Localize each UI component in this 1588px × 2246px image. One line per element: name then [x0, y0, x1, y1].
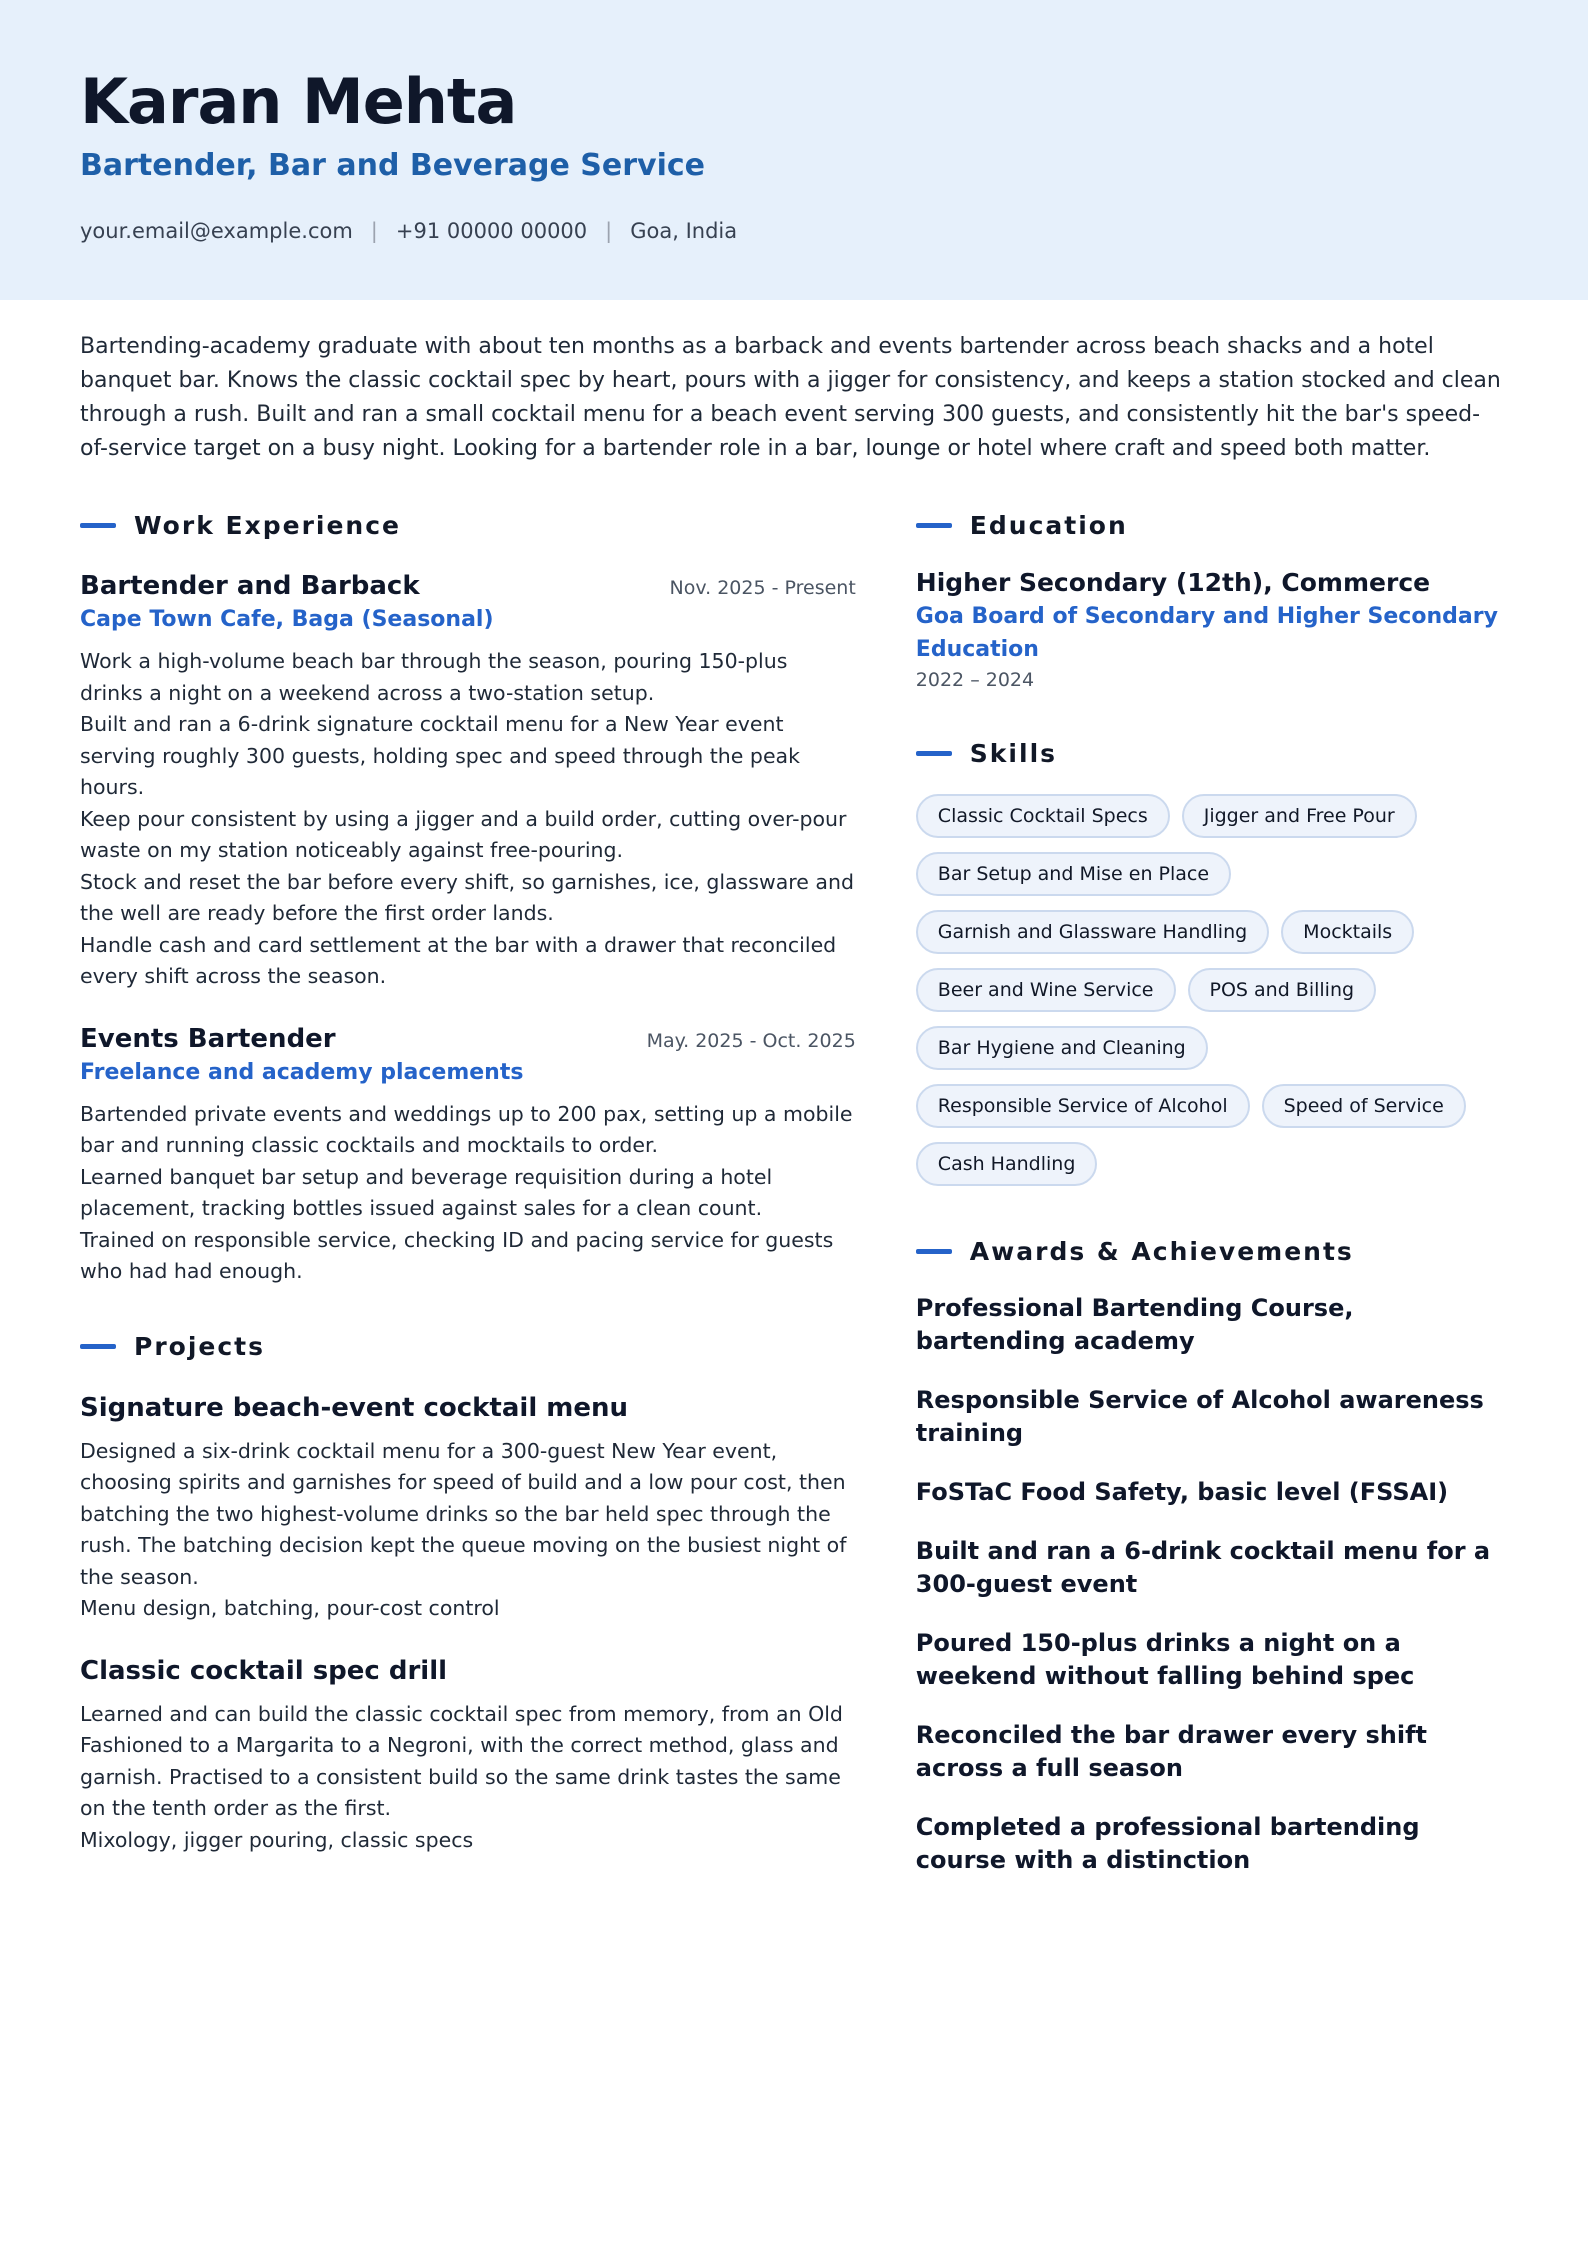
skills-list [916, 794, 1508, 1186]
job-bullet: Keep pour consistent by using a jigger and a build order, cutting over-pour waste on my station noticeably against free-pouring. [80, 806, 847, 862]
contact-line [80, 216, 1508, 246]
project-title: Signature beach-event cocktail menu [80, 1392, 629, 1423]
project-tags: Menu design, batching, pour-cost control [80, 1596, 500, 1620]
job-entry [80, 1021, 856, 1288]
job-bullet: Stock and reset the bar before every shift, so garnishes, ice, glassware and the well are ready before the first order lands. [80, 869, 854, 925]
section-title-text: Projects [134, 1332, 266, 1361]
project-entry [80, 1390, 856, 1625]
job-bullet: Trained on responsible service, checking ID and pacing service for guests who had had enough. [80, 1227, 834, 1283]
section-accent-bar [916, 523, 952, 528]
project-description [80, 1436, 856, 1625]
skill-chip: Classic Cocktail Specs [916, 794, 1170, 838]
skill-chip: Beer and Wine Service [916, 968, 1176, 1012]
award-item: Poured 150-plus drinks a night on a weekend without falling behind spec [915, 1629, 1415, 1690]
award-item: Reconciled the bar drawer every shift across a full season [915, 1721, 1428, 1782]
section-title-text: Skills [969, 738, 1058, 768]
education-school: Goa Board of Secondary and Higher Secondary Education [915, 604, 1498, 662]
section-skills [916, 738, 1508, 768]
project-title: Classic cocktail spec drill [80, 1655, 448, 1686]
job-bullet: Learned banquet bar setup and beverage requisition during a hotel placement, tracking bottles issued against sales for a clean count. [80, 1164, 773, 1220]
job-header [80, 1021, 856, 1057]
skill-chip: Bar Setup and Mise en Place [916, 852, 1231, 896]
section-awards [916, 1236, 1508, 1266]
skill-chip: Responsible Service of Alcohol [916, 1084, 1250, 1128]
contact-separator: | [370, 219, 378, 243]
professional-summary: Bartending-academy graduate with about ten months as a barback and events bartender across beach shacks and a hotel banquet bar. Knows the classic cocktail spec by heart, pours with a jigger for consistency, and keeps a station stocked and clean through a rush. Built and ran a small cocktail menu for a beach event serving 300 guests, and consistently hit the bar's speed-of-service target on a busy night. Looking for a bartender role in a bar, lounge or hotel where craft and speed both matter. [80, 334, 1501, 461]
candidate-role: Bartender, Bar and Beverage Service [80, 148, 706, 183]
resume-header [0, 0, 1588, 300]
section-title-text: Awards & Achievements [969, 1236, 1354, 1266]
section-accent-bar [80, 523, 116, 528]
contact-email[interactable]: your.email@example.com [80, 219, 353, 243]
job-bullet: Handle cash and card settlement at the bar with a drawer that reconciled every shift across the season. [80, 932, 837, 988]
right-column [916, 510, 1508, 1877]
candidate-name: Karan Mehta [80, 65, 517, 138]
left-column [80, 510, 856, 1877]
job-bullet: Work a high-volume beach bar through the season, pouring 150-plus drinks a night on a weekend across a two-station setup. [80, 649, 788, 705]
project-text: Learned and can build the classic cocktail spec from memory, from an Old Fashioned to a Margarita to a Negroni, with the correct method, glass and garnish. Practised to a consistent build so the same drink tastes the same on the tenth order as the first. [80, 1701, 843, 1820]
section-accent-bar [80, 1344, 116, 1349]
job-date: Nov. 2025 - Present [669, 577, 856, 599]
section-accent-bar [916, 751, 952, 756]
skill-chip: Garnish and Glassware Handling [916, 910, 1269, 954]
section-education [916, 510, 1508, 540]
project-text: Designed a six-drink cocktail menu for a 300-guest New Year event, choosing spirits and garnishes for speed of build and a low pour cost, then batching the two highest-volume drinks so the bar held spec through the rush. The batching decision kept the queue moving on the busiest night of the season. [80, 1438, 847, 1589]
skill-chip: Speed of Service [1262, 1084, 1466, 1128]
contact-location: Goa, India [630, 219, 738, 243]
job-entry [80, 568, 856, 993]
skill-chip: Mocktails [1281, 910, 1414, 954]
job-header [80, 568, 856, 604]
awards-list [916, 1292, 1508, 1877]
job-bullets [80, 1099, 856, 1288]
section-title-text: Work Experience [134, 510, 401, 540]
project-entry [80, 1653, 856, 1857]
section-accent-bar [916, 1249, 952, 1254]
skill-chip: Bar Hygiene and Cleaning [916, 1026, 1208, 1070]
education-degree: Higher Secondary (12th), Commerce [915, 568, 1431, 597]
project-description [80, 1699, 856, 1857]
job-title: Bartender and Barback [80, 571, 420, 601]
skill-chip: Cash Handling [916, 1142, 1098, 1186]
job-bullet: Built and ran a 6-drink signature cocktail menu for a New Year event serving roughly 300 guests, holding spec and speed through the peak hours. [80, 712, 800, 799]
skill-chip: POS and Billing [1188, 968, 1377, 1012]
job-org: Cape Town Cafe, Baga (Seasonal) [80, 607, 494, 632]
section-work-experience [80, 510, 856, 540]
section-title-text: Education [969, 510, 1128, 540]
job-bullet: Bartended private events and weddings up to 200 pax, setting up a mobile bar and running classic cocktails and mocktails to order. [80, 1101, 853, 1157]
project-tags: Mixology, jigger pouring, classic specs [80, 1827, 474, 1852]
skill-chip: Jigger and Free Pour [1182, 794, 1417, 838]
resume-body [0, 466, 1588, 1877]
education-entry [916, 566, 1508, 694]
award-item: FoSTaC Food Safety, basic level (FSSAI) [915, 1478, 1449, 1506]
contact-separator: | [605, 219, 613, 243]
section-projects [80, 1332, 856, 1362]
education-years: 2022 – 2024 [915, 669, 1035, 691]
award-item: Responsible Service of Alcohol awareness training [915, 1386, 1484, 1447]
award-item: Completed a professional bartending course with a distinction [915, 1813, 1420, 1874]
job-bullets [80, 646, 856, 993]
award-item: Built and ran a 6-drink cocktail menu for a 300-guest event [915, 1537, 1491, 1598]
job-date: May. 2025 - Oct. 2025 [646, 1029, 856, 1052]
job-title: Events Bartender [80, 1023, 336, 1054]
job-org: Freelance and academy placements [80, 1059, 524, 1085]
award-item: Professional Bartending Course, bartending academy [915, 1294, 1354, 1355]
contact-phone[interactable]: +91 00000 00000 [395, 219, 588, 243]
